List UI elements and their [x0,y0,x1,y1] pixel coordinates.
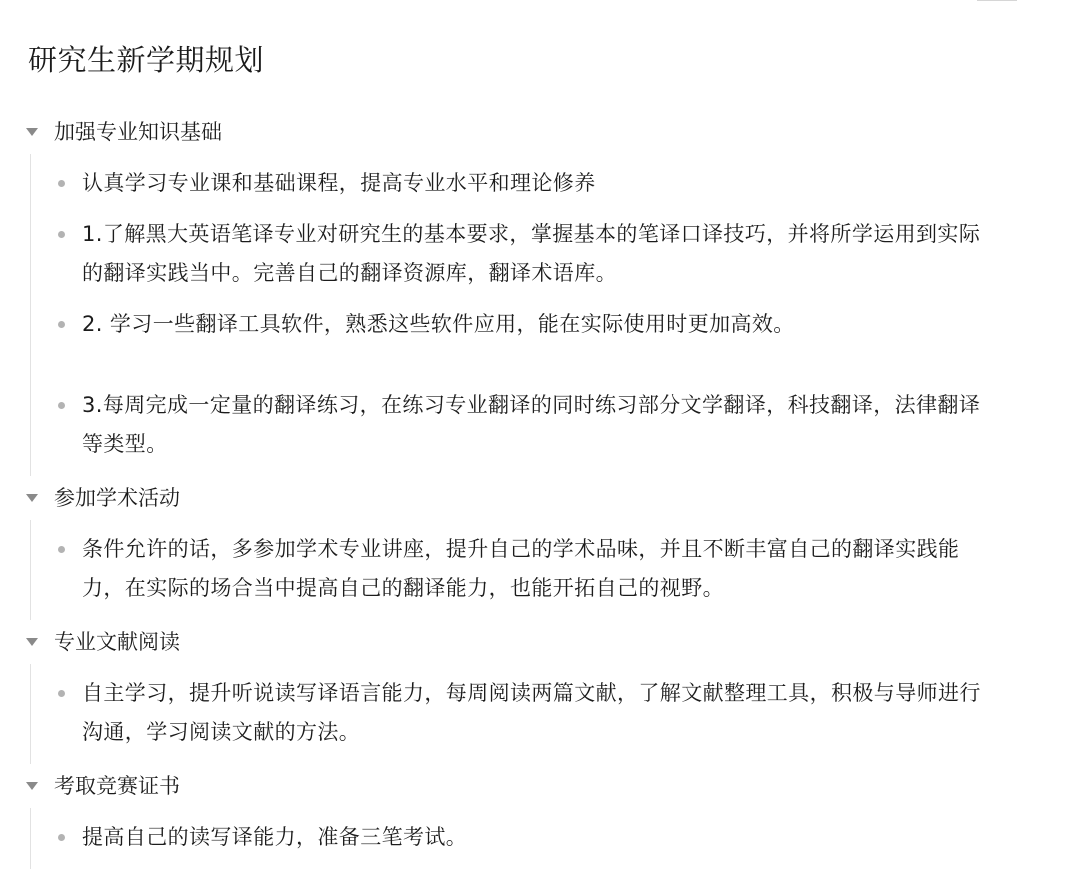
section-heading-label[interactable]: 加强专业知识基础 [54,120,222,144]
section-heading[interactable] [22,476,1062,520]
list-item-text[interactable]: 1.了解黑大英语笔译专业对研究生的基本要求，掌握基本的笔译口译技巧，并将所学运用到实际的翻译实践当中。完善自己的翻译资源库，翻译术语库。 [82,222,981,285]
list-item[interactable] [31,524,1062,614]
section-heading[interactable] [22,620,1062,664]
list-item-text[interactable]: 提高自己的读写译能力，准备三笔考试。 [82,825,468,849]
outline-section [22,620,1062,764]
list-item[interactable] [31,209,1062,299]
dot-icon [58,321,65,328]
dot-icon [58,690,65,697]
outline-section [22,476,1062,620]
outline-section [22,110,1062,476]
list-item-text[interactable]: 自主学习，提升听说读写译语言能力，每周阅读两篇文献，了解文献整理工具，积极与导师进行沟通，学习阅读文献的方法。 [82,681,981,744]
section-heading-label[interactable]: 专业文献阅读 [54,630,180,654]
section-heading-label[interactable]: 考取竞赛证书 [54,774,180,798]
list-item-text[interactable]: 条件允许的话，多参加学术专业讲座，提升自己的学术品味，并且不断丰富自己的翻译实践能力，在实际的场合当中提高自己的翻译能力，也能开拓自己的视野。 [82,537,960,600]
dot-icon [58,231,65,238]
section-heading[interactable] [22,110,1062,154]
section-children [30,808,1062,869]
list-item-text[interactable]: 3.每周完成一定量的翻译练习，在练习专业翻译的同时练习部分文学翻译，科技翻译，法律翻译等类型。 [82,393,981,456]
list-item[interactable] [31,668,1062,758]
section-heading[interactable] [22,764,1062,808]
section-children [30,520,1062,620]
list-item[interactable] [31,380,1062,470]
top-edge-mark [977,0,1017,1]
list-item[interactable] [31,158,1062,209]
section-heading-label[interactable]: 参加学术活动 [54,486,180,510]
triangle-down-icon[interactable] [22,776,42,796]
list-item[interactable] [31,299,1062,350]
section-children [30,664,1062,764]
triangle-down-icon[interactable] [22,632,42,652]
dot-icon [58,834,65,841]
outline-tree [22,110,1062,869]
list-item-text[interactable]: 2. 学习一些翻译工具软件，熟悉这些软件应用，能在实际使用时更加高效。 [82,312,795,336]
triangle-down-icon[interactable] [22,122,42,142]
dot-icon [58,402,65,409]
page-title: 研究生新学期规划 [28,43,265,77]
outline-section [22,764,1062,869]
dot-icon [58,180,65,187]
triangle-down-icon[interactable] [22,488,42,508]
list-item-text[interactable]: 认真学习专业课和基础课程，提高专业水平和理论修养 [82,171,596,195]
dot-icon [58,546,65,553]
section-children [30,154,1062,476]
list-item[interactable] [31,812,1062,863]
